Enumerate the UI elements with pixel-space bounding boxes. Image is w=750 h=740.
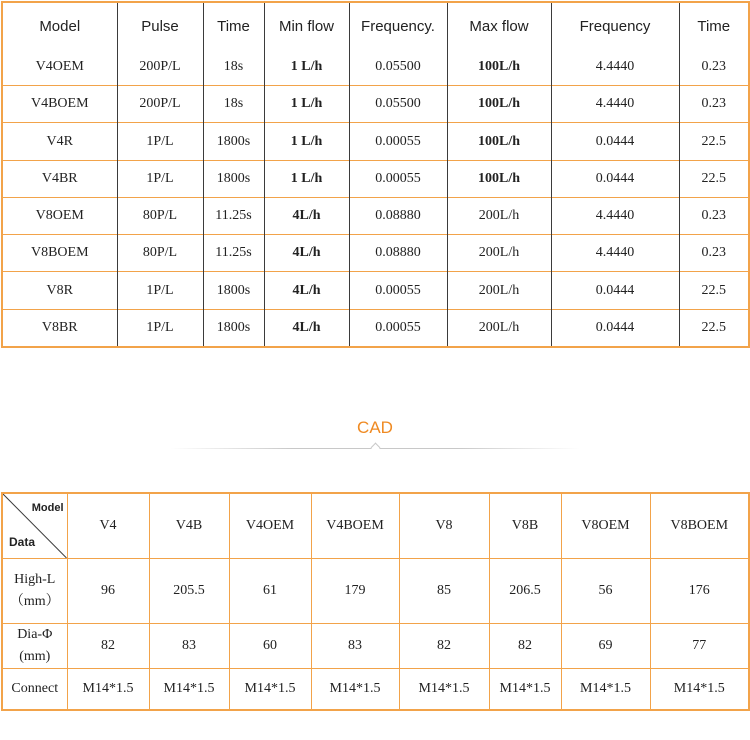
table-cell: 4L/h [264,309,349,347]
cad-model-header: V8 [399,493,489,559]
table-cell: 4.4440 [551,235,679,272]
cad-value-cell: 83 [149,624,229,669]
table-cell: 4.4440 [551,86,679,123]
cad-value-cell: 206.5 [489,559,561,624]
table-cell: 100L/h [447,86,551,123]
table-cell: V8R [2,272,117,309]
cad-value-cell: 60 [229,624,311,669]
cad-value-cell: M14*1.5 [399,669,489,711]
table-cell: 18s [203,86,264,123]
cad-value-cell: 96 [67,559,149,624]
table-cell: 0.0444 [551,160,679,197]
cad-value-cell: 61 [229,559,311,624]
table-row [2,197,749,234]
cad-row-label-line1: High-L [14,572,56,587]
cad-value-cell: 179 [311,559,399,624]
table-cell: 100L/h [447,49,551,86]
table-cell: 200L/h [447,309,551,347]
cad-value-cell: 83 [311,624,399,669]
table-cell: 0.23 [679,86,749,123]
table-cell: 200L/h [447,272,551,309]
table-row [2,123,749,160]
cad-row-label-line2: （mm） [9,594,60,609]
table-cell: 0.00055 [349,272,447,309]
cad-value-cell: 56 [561,559,650,624]
table-cell: 1 L/h [264,49,349,86]
table-cell: 100L/h [447,160,551,197]
cad-row-label-line2: (mm) [19,649,51,664]
cad-value-cell: 205.5 [149,559,229,624]
cad-model-header: V4OEM [229,493,311,559]
cad-value-cell: M14*1.5 [650,669,749,711]
cad-value-cell: 82 [399,624,489,669]
table-row [2,49,749,86]
table-cell: 22.5 [679,160,749,197]
cad-value-cell: 82 [67,624,149,669]
table-cell: 200P/L [117,86,203,123]
table-cell: 4L/h [264,197,349,234]
table-cell: 0.08880 [349,235,447,272]
table-cell: 200L/h [447,235,551,272]
table-cell: 1 L/h [264,86,349,123]
cad-corner-cell [2,493,67,559]
cad-header-row [2,493,749,559]
table-cell: 0.00055 [349,123,447,160]
table-cell: 11.25s [203,235,264,272]
table-cell: 22.5 [679,309,749,347]
table-cell: 1800s [203,272,264,309]
cad-model-header: V8B [489,493,561,559]
cad-value-cell: 82 [489,624,561,669]
table-cell: V8OEM [2,197,117,234]
table-cell: V4BR [2,160,117,197]
header-time: Time [203,2,264,49]
cad-value-cell: 85 [399,559,489,624]
table-cell: V4R [2,123,117,160]
table-cell: 4.4440 [551,197,679,234]
table-cell: 1800s [203,309,264,347]
table-cell: V4OEM [2,49,117,86]
table-cell: 0.00055 [349,160,447,197]
cad-dimensions-table [1,492,750,711]
header-time-max: Time [697,17,731,35]
table-row [2,86,749,123]
cad-value-cell: 77 [650,624,749,669]
corner-model-label: Model [31,502,64,514]
table-cell: 0.0444 [551,123,679,160]
table-cell: 200P/L [117,49,203,86]
table-row [2,160,749,197]
table-cell: 1 L/h [264,123,349,160]
cad-value-cell: M14*1.5 [67,669,149,711]
cad-title: CAD [357,418,393,437]
cad-model-header: V4 [67,493,149,559]
cad-value-cell: 69 [561,624,650,669]
table-cell: 0.0444 [551,272,679,309]
table-cell: 4L/h [264,272,349,309]
cad-row-connect [2,669,749,711]
table-cell: 1 L/h [264,160,349,197]
table-cell: 80P/L [117,197,203,234]
table-cell: 100L/h [447,123,551,160]
table-cell: 0.0444 [551,309,679,347]
cad-value-cell: 176 [650,559,749,624]
cad-row-high-l [2,559,749,624]
cad-divider-notch [371,443,381,453]
header-min-flow: Min flow [264,2,349,49]
table-cell: 4L/h [264,235,349,272]
cad-value-cell: M14*1.5 [311,669,399,711]
table-cell: 0.00055 [349,309,447,347]
header-frequency-min: Frequency. [349,2,447,49]
table-row [2,309,749,347]
table-cell: V8BOEM [2,235,117,272]
cad-row-label [2,669,67,711]
table-cell: 0.23 [701,59,726,75]
cad-value-cell: M14*1.5 [489,669,561,711]
cad-model-header: V8BOEM [650,493,749,559]
table-row [2,272,749,309]
table-cell: 0.08880 [349,197,447,234]
table-cell: 0.23 [679,197,749,234]
table-cell: 0.23 [679,235,749,272]
cad-model-header: V8OEM [561,493,650,559]
table-cell: 4.4440 [551,49,679,86]
header-max-flow: Max flow [447,2,551,49]
table-cell: 1P/L [117,123,203,160]
table-cell: V4BOEM [2,86,117,123]
table-cell: V8BR [2,309,117,347]
cad-row-label [2,624,67,669]
cad-value-cell: M14*1.5 [229,669,311,711]
table-cell: 1800s [203,123,264,160]
table-cell: 18s [203,49,264,86]
table-cell: 0.05500 [349,86,447,123]
table-row [2,235,749,272]
table-cell: 22.5 [679,272,749,309]
cad-row-label [2,559,67,624]
header-pulse: Pulse [117,2,203,49]
table-cell: 1P/L [117,160,203,197]
table-cell: 1800s [203,160,264,197]
header-model: Model [2,2,117,49]
cad-value-cell: M14*1.5 [149,669,229,711]
corner-data-label: Data [9,535,36,549]
table-cell: 0.05500 [349,49,447,86]
header-frequency-max: Frequency [551,2,679,49]
table-cell: 1P/L [117,309,203,347]
cad-row-label-line1: Dia-Φ [17,627,53,642]
flow-spec-table [1,1,750,348]
cad-model-header: V4BOEM [311,493,399,559]
table-cell: 1P/L [117,272,203,309]
table-cell: 80P/L [117,235,203,272]
table-cell: 200L/h [447,197,551,234]
table-cell: 22.5 [679,123,749,160]
cad-value-cell: M14*1.5 [561,669,650,711]
table-cell: 11.25s [203,197,264,234]
spec-header-row [2,2,749,49]
cad-row-diameter [2,624,749,669]
cad-row-label-line1: Connect [11,681,59,696]
cad-model-header: V4B [149,493,229,559]
